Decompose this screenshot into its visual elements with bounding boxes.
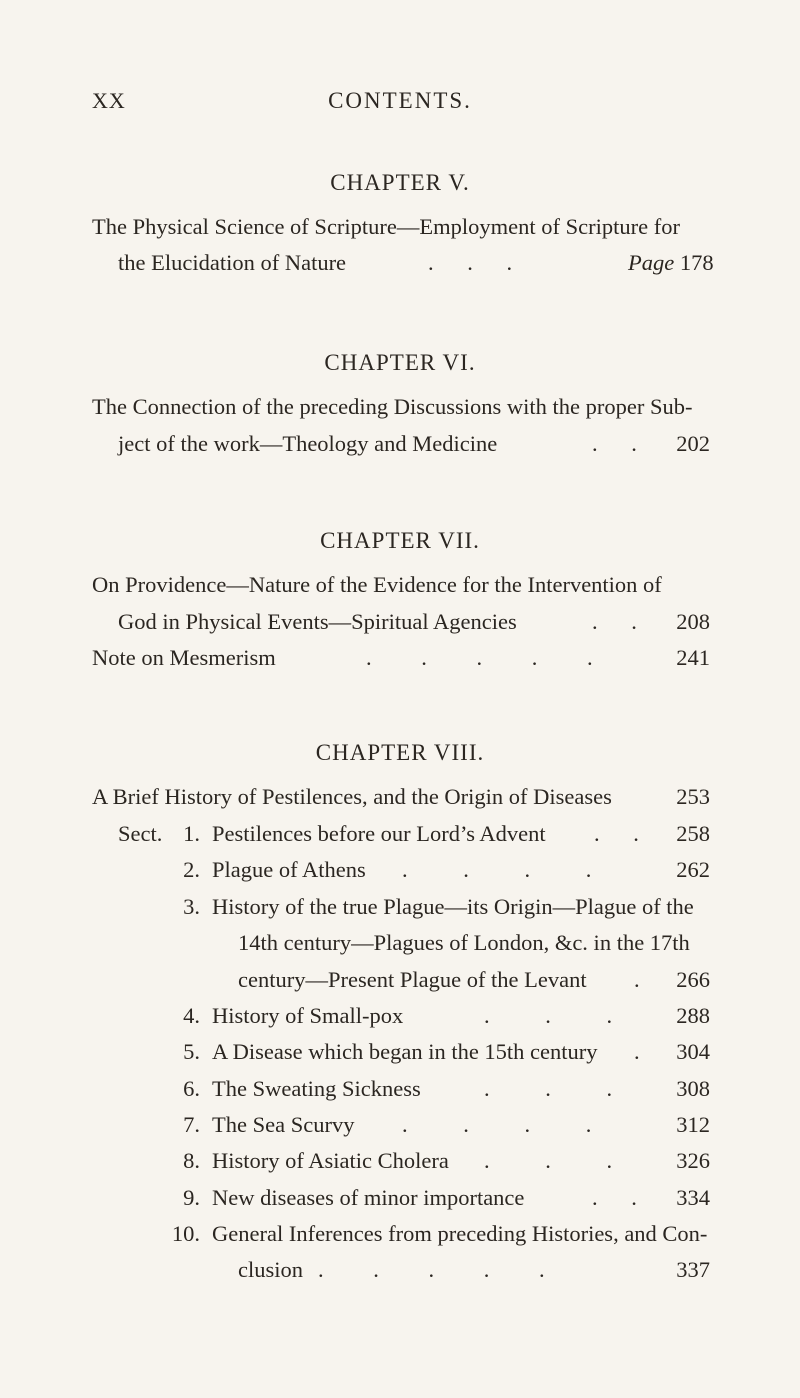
section-1-page: 258	[676, 821, 710, 846]
section-1-dots: . .	[594, 821, 639, 846]
section-7-dots: . . . .	[402, 1112, 592, 1137]
section-8-page: 326	[676, 1148, 710, 1173]
section-8-title: History of Asiatic Cholera	[212, 1148, 449, 1173]
section-9-dots: . .	[592, 1185, 637, 1210]
chapter-5-page-number: 178	[679, 250, 714, 275]
section-7-page: 312	[676, 1112, 710, 1137]
section-3-line-3: century—Present Plague of the Levant	[238, 967, 587, 992]
chapter-6-line-2: ject of the work—Theology and Medicine	[118, 431, 498, 456]
chapter-5-line-1: The Physical Science of Scripture—Employment of Scripture for	[92, 214, 680, 239]
section-4-title: History of Small-pox	[212, 1003, 404, 1028]
chapter-8-intro: A Brief History of Pestilences, and the Origin of Diseases	[92, 784, 612, 809]
chapter-7-line-1: On Providence—Nature of the Evidence for the Intervention of	[92, 572, 662, 597]
chapter-5-heading: CHAPTER V.	[330, 170, 470, 195]
chapter-8-intro-page: 253	[676, 784, 710, 809]
chapter-8-heading: CHAPTER VIII.	[315, 740, 485, 765]
chapter-6-leader-dots: . .	[592, 431, 637, 456]
section-6-dots: . . .	[484, 1076, 613, 1101]
chapter-7-page: 208	[676, 609, 710, 634]
section-9-title: New diseases of minor importance	[212, 1185, 525, 1210]
section-10-number: 10.	[171, 1221, 200, 1246]
section-7-number: 7.	[183, 1112, 200, 1137]
chapter-5-page	[628, 250, 714, 276]
section-5-dots: .	[634, 1039, 640, 1064]
section-1-title: Pestilences before our Lord’s Advent	[212, 821, 546, 846]
chapter-6-line-1: The Connection of the preceding Discussions with the proper Sub-	[92, 394, 693, 419]
section-3-line-1: History of the true Plague—its Origin—Plague of the	[212, 894, 694, 919]
section-5-page: 304	[676, 1039, 710, 1064]
section-2-number: 2.	[183, 857, 200, 882]
chapter-6-page: 202	[676, 431, 710, 456]
page-label: Page	[628, 250, 675, 275]
page-number-roman: XX	[92, 88, 126, 113]
section-5-number: 5.	[183, 1039, 200, 1064]
section-7-title: The Sea Scurvy	[212, 1112, 355, 1137]
section-3-dots: .	[634, 967, 640, 992]
chapter-7-leader-dots: . .	[592, 609, 637, 634]
section-8-dots: . . .	[484, 1148, 613, 1173]
section-5-title: A Disease which began in the 15th century	[212, 1039, 598, 1064]
note-page: 241	[676, 645, 710, 670]
section-3-number: 3.	[183, 894, 200, 919]
section-9-number: 9.	[183, 1185, 200, 1210]
section-10-dots: . . . . .	[318, 1257, 545, 1282]
section-4-number: 4.	[183, 1003, 200, 1028]
section-10-line-1: General Inferences from preceding Histories, and Con-	[212, 1221, 708, 1246]
running-title: CONTENTS.	[328, 88, 472, 113]
chapter-5-line-2: the Elucidation of Nature	[118, 250, 347, 275]
section-4-dots: . . .	[484, 1003, 613, 1028]
section-6-page: 308	[676, 1076, 710, 1101]
sect-label: Sect.	[118, 821, 163, 846]
section-6-number: 6.	[183, 1076, 200, 1101]
section-2-title: Plague of Athens	[212, 857, 366, 882]
chapter-7-line-2: God in Physical Events—Spiritual Agencies	[118, 609, 517, 634]
section-3-line-2: 14th century—Plagues of London, &c. in the 17th	[238, 930, 690, 955]
chapter-7-heading: CHAPTER VII.	[320, 528, 480, 553]
section-10-page: 337	[676, 1257, 710, 1282]
chapter-5-leader-dots: . . .	[428, 250, 513, 275]
section-10-line-2: clusion	[238, 1257, 303, 1282]
section-2-page: 262	[676, 857, 710, 882]
section-9-page: 334	[676, 1185, 710, 1210]
section-2-dots: . . . .	[402, 857, 592, 882]
section-4-page: 288	[676, 1003, 710, 1028]
section-6-title: The Sweating Sickness	[212, 1076, 421, 1101]
section-8-number: 8.	[183, 1148, 200, 1173]
section-3-page: 266	[676, 967, 710, 992]
section-1-number: 1.	[183, 821, 200, 846]
note-mesmerism: Note on Mesmerism	[92, 645, 276, 670]
chapter-6-heading: CHAPTER VI.	[324, 350, 476, 375]
note-leader-dots: . . . . .	[366, 645, 593, 670]
